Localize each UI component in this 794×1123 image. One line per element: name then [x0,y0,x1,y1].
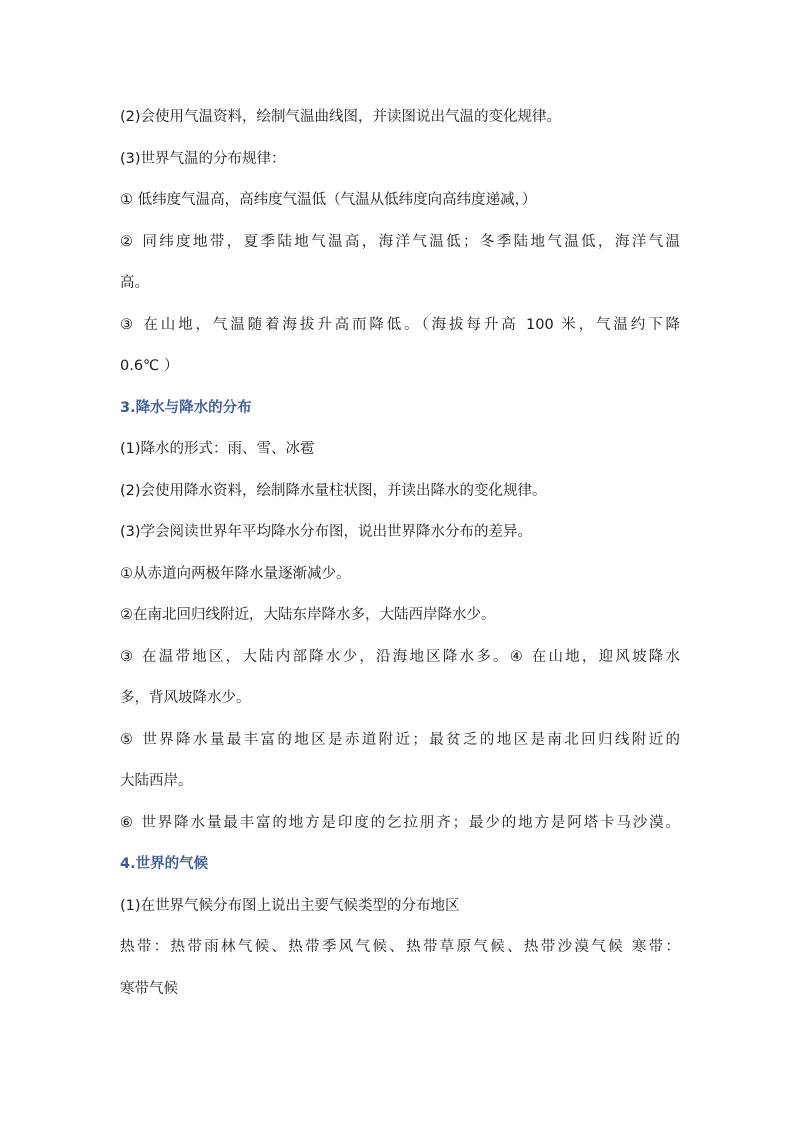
text-line: ①从赤道向两极年降水量逐渐减少。 [120,565,351,582]
text-line: ③ 在山地，气温随着海拔升高而降低。（海拔每升高 100 米，气温约下降 [120,316,680,333]
text-line: ⑥ 世界降水量最丰富的地方是印度的乞拉朋齐；最少的地方是阿塔卡马沙漠。 [120,814,680,831]
text-line: 高。 [120,275,149,291]
text-line: 多，背风坡降水少。 [120,690,251,706]
text-line: ③ 在温带地区，大陆内部降水少，沿海地区降水多。④ 在山地，迎风坡降水 [120,648,680,665]
text-line: (2)会使用降水资料，绘制降水量柱状图，并读出降水的变化规律。 [120,482,547,499]
text-line: ⑤ 世界降水量最丰富的地区是赤道附近；最贫乏的地区是南北回归线附近的 [120,731,680,748]
text-line: ① 低纬度气温高，高纬度气温低（气温从低纬度向高纬度递减，） [120,192,537,208]
text-line: 0.6℃ ） [120,358,179,374]
text-line: (2)会使用气温资料，绘制气温曲线图，并读图说出气温的变化规律。 [120,109,562,125]
text-line: (1)降水的形式：雨、雪、冰雹 [120,441,315,457]
text-line: 大陆西岸。 [120,773,193,789]
section-heading: 4.世界的气候 [120,856,209,872]
text-line: 寒带气候 [120,980,178,997]
text-line: (3)世界气温的分布规律： [120,150,286,167]
section-heading: 3.降水与降水的分布 [120,399,252,416]
text-line: ② 同纬度地带，夏季陆地气温高，海洋气温低；冬季陆地气温低，海洋气温 [120,233,680,250]
text-line: ②在南北回归线附近，大陆东岸降水多，大陆西岸降水少。 [120,607,496,623]
text-line: (1)在世界气候分布图上说出主要气候类型的分布地区 [120,897,460,914]
document-body [120,97,680,1010]
text-line: (3)学会阅读世界年平均降水分布图，说出世界降水分布的差异。 [120,524,533,540]
text-line: 热带：热带雨林气候、热带季风气候、热带草原气候、热带沙漠气候 寒带： [120,939,680,955]
